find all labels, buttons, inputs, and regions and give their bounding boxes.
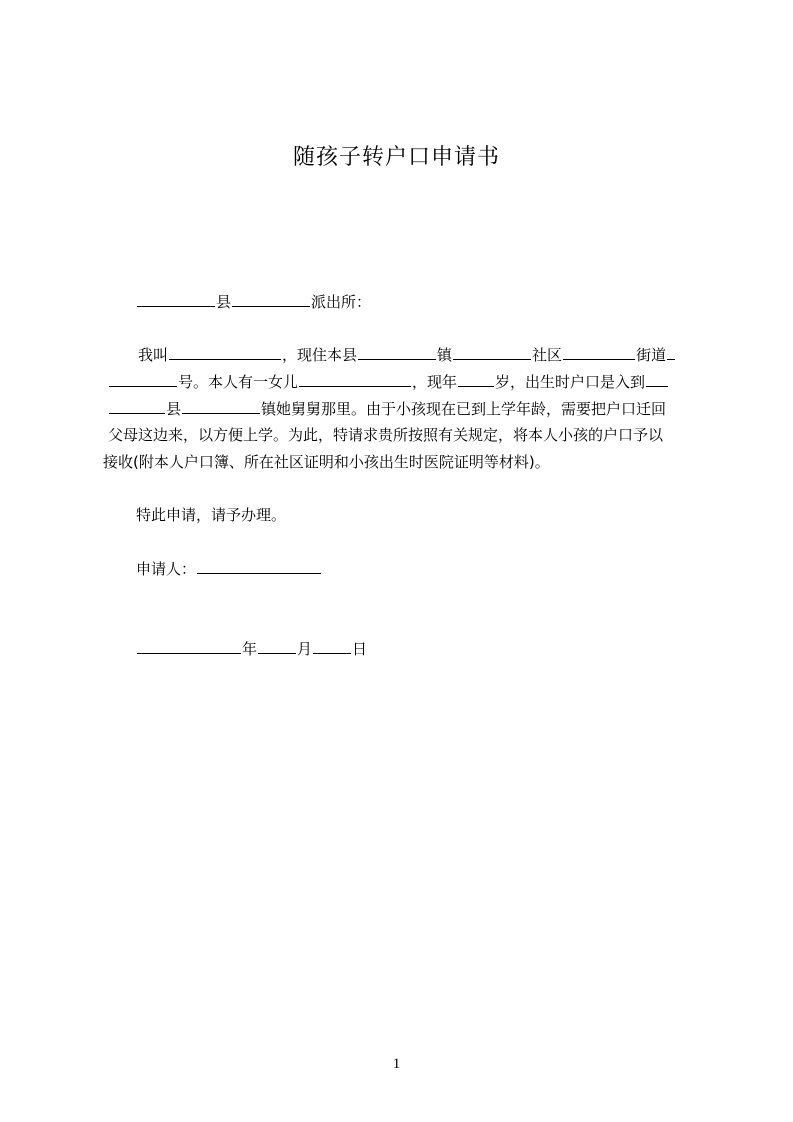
birth-place-blank-a[interactable] [646, 370, 668, 387]
reason-text: 镇她舅舅那里。由于小孩现在已到上学年龄，需要把户口迁回 [261, 400, 667, 418]
daughter-name-blank[interactable] [299, 370, 411, 387]
day-blank[interactable] [313, 637, 351, 654]
age-label: ，现年 [412, 373, 458, 391]
applicant-signature-blank[interactable] [197, 557, 321, 574]
county-label-2: 县 [166, 400, 182, 418]
applicant-label: 申请人： [136, 560, 197, 578]
residence-label: ，现住本县 [282, 346, 358, 364]
street-label: 街道 [636, 346, 667, 364]
town-label: 镇 [437, 346, 453, 364]
page-number: 1 [392, 1056, 401, 1072]
birth-registration-label: 岁，出生时户口是入到 [495, 373, 646, 391]
year-blank[interactable] [137, 637, 241, 654]
body-line-3 [108, 397, 666, 420]
applicant-line [136, 557, 322, 580]
document-title: 随孩子转户口申请书 [292, 145, 500, 170]
community-blank[interactable] [453, 343, 531, 360]
body-line-5 [103, 451, 550, 473]
addressee-line [136, 290, 371, 313]
date-line [136, 637, 367, 660]
body-line-4 [108, 424, 663, 446]
county-suffix: 县 [216, 293, 232, 311]
year-label: 年 [242, 640, 258, 658]
daughter-label: 号。本人有一女儿 [178, 373, 299, 391]
name-label: 我叫 [138, 346, 169, 364]
body-line-2 [108, 370, 669, 393]
name-blank[interactable] [169, 343, 281, 360]
age-blank[interactable] [458, 370, 494, 387]
station-blank[interactable] [232, 290, 310, 307]
street-trailing-blank[interactable] [667, 343, 675, 360]
reason-continued: 父母这边来，以方便上学。为此，特请求贵所按照有关规定，将本人小孩的户口予以 [108, 426, 664, 444]
house-number-blank[interactable] [109, 370, 177, 387]
birth-place-blank-b[interactable] [109, 397, 165, 414]
town-blank[interactable] [358, 343, 436, 360]
day-label: 日 [352, 640, 368, 658]
month-label: 月 [297, 640, 313, 658]
month-blank[interactable] [258, 637, 296, 654]
station-suffix: 派出所： [311, 293, 372, 311]
closing-line: 特此申请，请予办理。 [136, 506, 287, 524]
attachments-text: 接收(附本人户口簿、所在社区证明和小孩出生时医院证明等材料)。 [103, 453, 550, 471]
birth-town-blank[interactable] [182, 397, 260, 414]
county-blank[interactable] [137, 290, 215, 307]
body-line-1 [138, 343, 676, 366]
street-blank[interactable] [563, 343, 635, 360]
community-label: 社区 [532, 346, 563, 364]
